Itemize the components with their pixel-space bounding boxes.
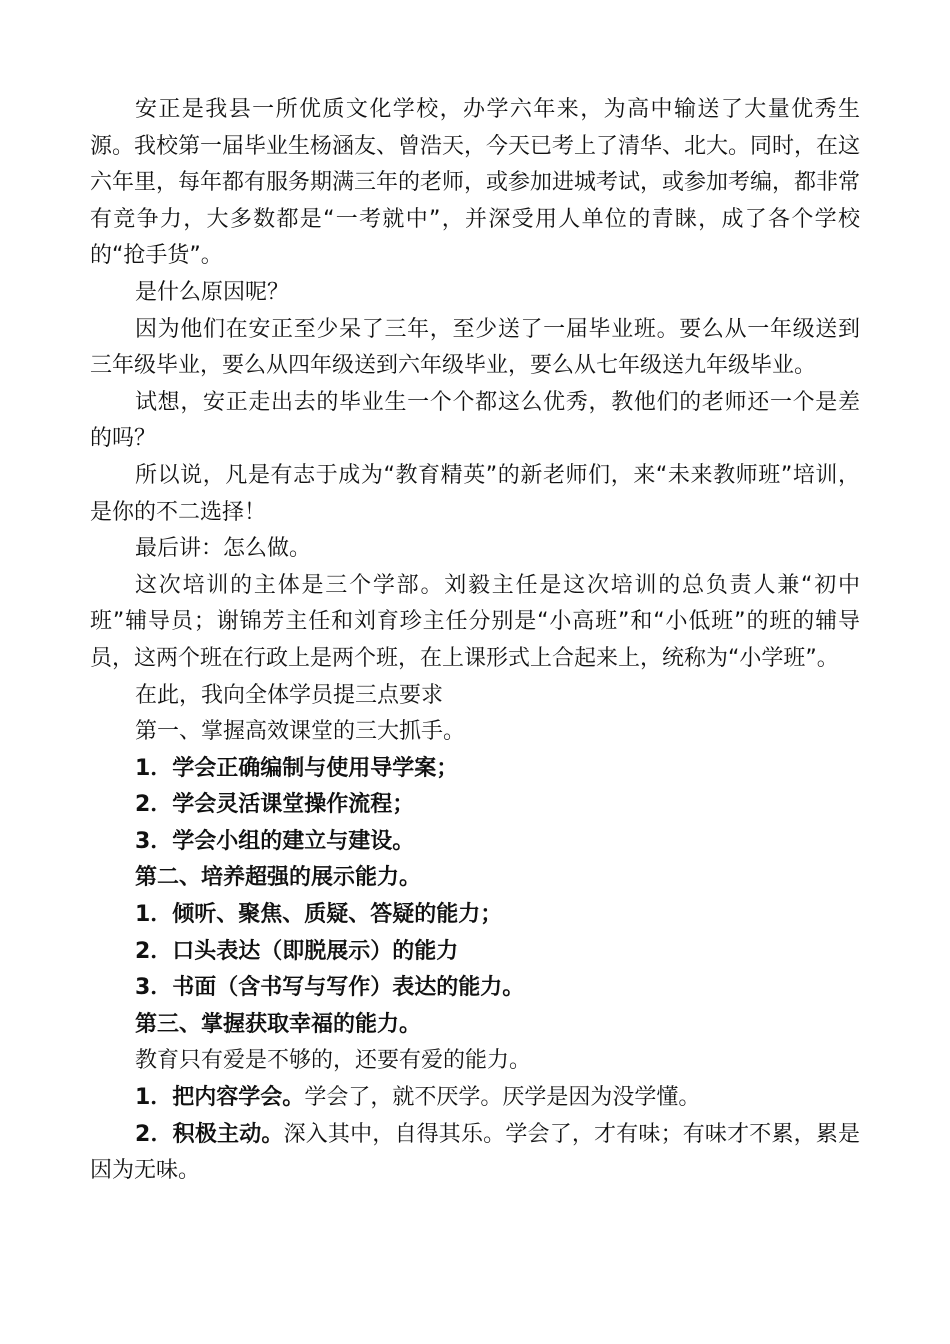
list-item-3-1 [90,1080,860,1117]
list-item-1-2: 2．学会灵活课堂操作流程； [135,792,415,818]
list-item-1-3: 3．学会小组的建立与建设。 [135,828,415,854]
list-item-3-2-text: 深入其中，自得其乐。学会了，才有味；有味才不累，累是因为无味。 [90,1121,860,1184]
paragraph-love-ability: 教育只有爱是不够的，还要有爱的能力。 [135,1048,532,1074]
list-item-3-2 [90,1117,860,1190]
paragraph-reason: 因为他们在安正至少呆了三年，至少送了一届毕业班。要么从一年级送到三年级毕业，要么从四年级送到六年级毕业，要么从七年级送九年级毕业。 [90,316,860,379]
paragraph-how-to: 最后讲：怎么做。 [135,536,312,562]
list-item-3-2-lead: 2．积极主动。 [135,1121,284,1147]
heading-third-requirement: 第三、掌握获取幸福的能力。 [135,1011,422,1037]
heading-second-requirement: 第二、培养超强的展示能力。 [135,865,422,891]
list-item-2-3: 3．书面（含书写与写作）表达的能力。 [135,975,525,1001]
list-item-1-1: 1．学会正确编制与使用导学案； [135,755,459,781]
heading-first-requirement: 第一、掌握高效课堂的三大抓手。 [135,719,466,745]
list-item-3-1-text: 学会了，就不厌学。厌学是因为没学懂。 [304,1085,701,1111]
paragraph-requirements-intro: 在此，我向全体学员提三点要求 [135,682,444,708]
list-item-2-1: 1．倾听、聚焦、质疑、答疑的能力； [135,902,503,928]
paragraph-thought: 试想，安正走出去的毕业生一个个都这么优秀，教他们的老师还一个是差的吗？ [90,389,860,452]
paragraph-intro: 安正是我县一所优质文化学校，办学六年来，为高中输送了大量优秀生源。我校第一届毕业生杨涵友、曾浩天，今天已考上了清华、北大。同时，在这六年里，每年都有服务期满三年的老师，或参加进城考试，或参加考编，都非常有竞争力，大多数都是“一考就中”，并深受用人单位的青睐，成了各个学校的“抢手货”。 [90,97,861,269]
list-item-3-1-lead: 1．把内容学会。 [135,1085,305,1111]
paragraph-question: 是什么原因呢？ [135,279,290,305]
list-item-2-2: 2．口头表达（即脱展示）的能力 [135,938,459,964]
paragraph-training-body: 这次培训的主体是三个学部。刘毅主任是这次培训的总负责人兼“初中班”辅导员；谢锦芳主任和刘育珍主任分别是“小高班”和“小低班”的班的辅导员，这两个班在行政上是两个班，在上课形式上合起来上，统称为“小学班”。 [90,572,860,671]
paragraph-conclusion: 所以说，凡是有志于成为“教育精英”的新老师们，来“未来教师班”培训，是你的不二选择！ [90,462,860,525]
